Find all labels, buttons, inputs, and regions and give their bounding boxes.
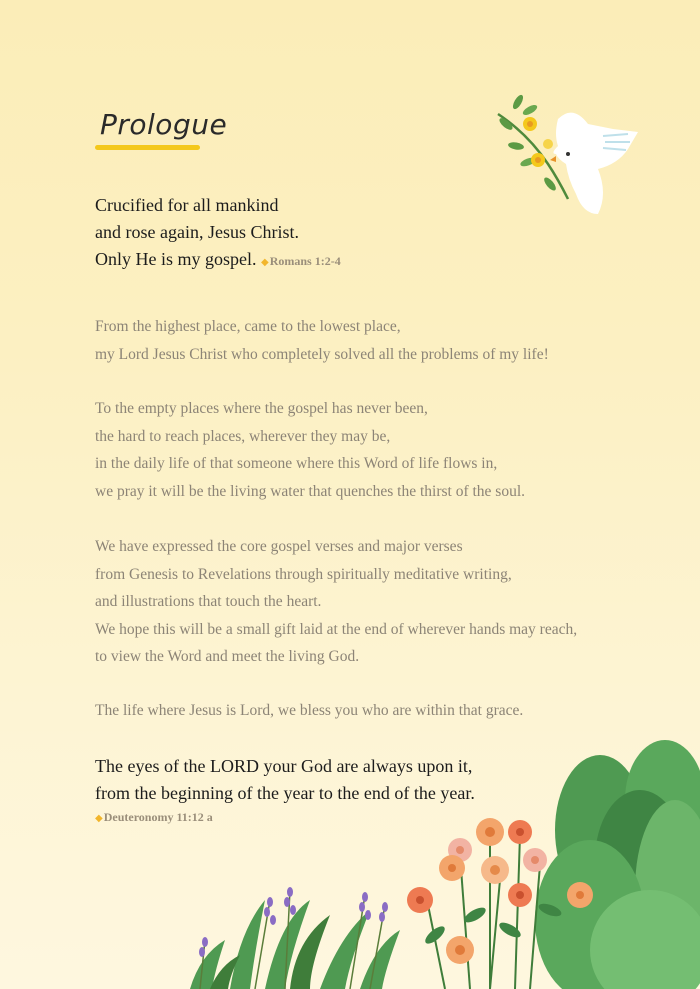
- intro-verse: [95, 192, 341, 276]
- closing-line: from the beginning of the year to the end of the year.: [95, 783, 475, 803]
- diamond-icon: ◆: [95, 813, 103, 824]
- paragraph-line: in the daily life of that someone where this Word of life flows in,: [95, 455, 498, 472]
- paragraph-line: and illustrations that touch the heart.: [95, 593, 322, 610]
- paragraph: [95, 533, 577, 671]
- paragraph-line: to view the Word and meet the living God.: [95, 648, 360, 665]
- paragraph: [95, 697, 523, 725]
- dove-illustration: [488, 84, 648, 224]
- paragraph-line: We hope this will be a small gift laid at the end of wherever hands may reach,: [95, 620, 578, 638]
- diamond-icon: ◆: [261, 257, 269, 268]
- intro-line: Only He is my gospel. ◆Romans 1:2-4: [95, 249, 341, 269]
- paragraph-line: from Genesis to Revelations through spiritually meditative writing,: [95, 565, 512, 583]
- paragraph-line: my Lord Jesus Christ who completely solved all the problems of my life!: [95, 345, 549, 363]
- intro-line: Crucified for all mankind: [95, 195, 279, 215]
- closing-line: The eyes of the LORD your God are always upon it,: [95, 756, 473, 776]
- paragraph: [95, 395, 525, 505]
- paragraph-line: We have expressed the core gospel verses and major verses: [95, 538, 463, 555]
- paragraph-line: From the highest place, came to the lowest place,: [95, 318, 401, 335]
- title-underline: [95, 145, 200, 150]
- paragraph-line: the hard to reach places, wherever they may be,: [95, 427, 391, 445]
- page-title: Prologue: [100, 108, 228, 141]
- garden-illustration: [170, 740, 700, 989]
- intro-line: and rose again, Jesus Christ.: [95, 222, 299, 242]
- intro-reference: ◆Romans 1:2-4: [261, 254, 341, 268]
- paragraph-line: The life where Jesus is Lord, we bless you who are within that grace.: [95, 702, 524, 719]
- paragraph-line: To the empty places where the gospel has never been,: [95, 400, 428, 417]
- paragraph-line: we pray it will be the living water that quenches the thirst of the soul.: [95, 482, 526, 500]
- closing-reference: ◆Deuteronomy 11:12 a: [95, 810, 213, 824]
- paragraph: [95, 313, 549, 368]
